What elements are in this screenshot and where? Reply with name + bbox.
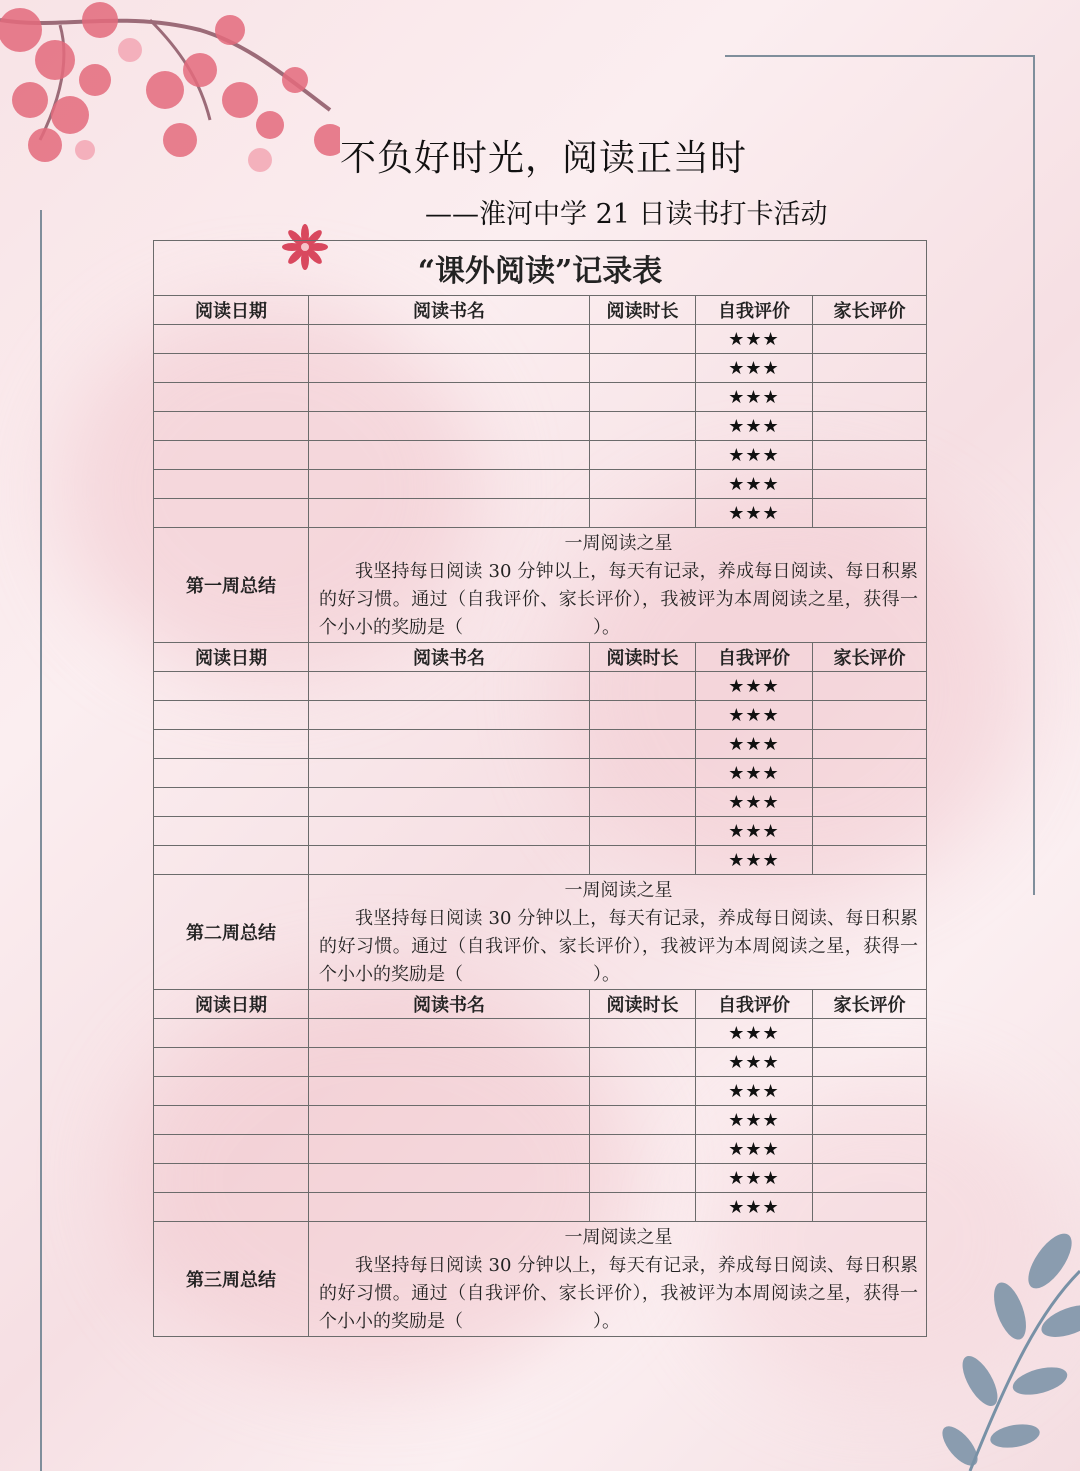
self-rating-cell[interactable]: ★★★ [696,1019,813,1048]
book-name-cell[interactable] [309,1193,590,1222]
header-date: 阅读日期 [154,990,309,1019]
week-summary-row [154,875,927,990]
date-cell[interactable] [154,354,309,383]
summary-title: 一周阅读之星 [564,533,673,554]
book-name-cell[interactable] [309,1077,590,1106]
summary-body: 我坚持每日阅读 30 分钟以上，每天有记录，养成每日阅读、每日积累的好习惯。通过（自我评价、家长评价），我被评为本周阅读之星，获得一个小小的奖励是（ [319,561,919,638]
table-row [154,470,927,499]
header-book-name: 阅读书名 [309,643,590,672]
date-cell[interactable] [154,470,309,499]
duration-cell[interactable] [590,672,696,701]
parent-rating-cell[interactable] [813,788,927,817]
book-name-cell[interactable] [309,1019,590,1048]
book-name-cell[interactable] [309,354,590,383]
header-parent-rating: 家长评价 [813,990,927,1019]
self-rating-cell[interactable]: ★★★ [696,701,813,730]
date-cell[interactable] [154,1135,309,1164]
week-summary-row [154,1222,927,1337]
self-rating-cell[interactable]: ★★★ [696,1135,813,1164]
summary-text [319,1252,918,1336]
header-parent-rating: 家长评价 [813,643,927,672]
book-name-cell[interactable] [309,383,590,412]
duration-cell[interactable] [590,1048,696,1077]
table-row [154,499,927,528]
date-cell[interactable] [154,759,309,788]
duration-cell[interactable] [590,846,696,875]
duration-cell[interactable] [590,412,696,441]
parent-rating-cell[interactable] [813,1019,927,1048]
summary-end: ）。 [593,617,620,638]
table-row [154,1019,927,1048]
blossom-branch-icon [0,0,340,190]
week-summary-text-cell [309,528,927,643]
table-row [154,1193,927,1222]
table-caption: “课外阅读”记录表 [154,241,927,296]
duration-cell[interactable] [590,817,696,846]
table-row [154,701,927,730]
date-cell[interactable] [154,1077,309,1106]
parent-rating-cell[interactable] [813,1193,927,1222]
self-rating-cell[interactable]: ★★★ [696,383,813,412]
parent-rating-cell[interactable] [813,441,927,470]
date-cell[interactable] [154,730,309,759]
parent-rating-cell[interactable] [813,325,927,354]
date-cell[interactable] [154,1164,309,1193]
duration-cell[interactable] [590,1077,696,1106]
table-header-row [154,990,927,1019]
self-rating-cell[interactable]: ★★★ [696,759,813,788]
table-row [154,383,927,412]
week-summary-text-cell [309,1222,927,1337]
table-row [154,817,927,846]
table-row [154,1077,927,1106]
date-cell[interactable] [154,499,309,528]
week-summary-label: 第三周总结 [154,1222,309,1337]
table-row [154,441,927,470]
parent-rating-cell[interactable] [813,817,927,846]
parent-rating-cell[interactable] [813,730,927,759]
parent-rating-cell[interactable] [813,846,927,875]
date-cell[interactable] [154,325,309,354]
page-subtitle: ——淮河中学 21 日读书打卡活动 [425,199,828,230]
parent-rating-cell[interactable] [813,672,927,701]
table-row [154,412,927,441]
parent-rating-cell[interactable] [813,1077,927,1106]
frame-left-line [40,210,42,1471]
self-rating-cell[interactable]: ★★★ [696,1193,813,1222]
summary-end: ）。 [593,1311,620,1332]
header-date: 阅读日期 [154,643,309,672]
parent-rating-cell[interactable] [813,470,927,499]
parent-rating-cell[interactable] [813,412,927,441]
summary-text [319,905,918,989]
summary-text [319,558,918,642]
duration-cell[interactable] [590,354,696,383]
week-summary-label: 第二周总结 [154,875,309,990]
week-summary-text-cell [309,875,927,990]
self-rating-cell[interactable]: ★★★ [696,730,813,759]
header-parent-rating: 家长评价 [813,296,927,325]
book-name-cell[interactable] [309,441,590,470]
self-rating-cell[interactable]: ★★★ [696,788,813,817]
duration-cell[interactable] [590,499,696,528]
header-date: 阅读日期 [154,296,309,325]
self-rating-cell[interactable]: ★★★ [696,846,813,875]
header-duration: 阅读时长 [590,296,696,325]
book-name-cell[interactable] [309,788,590,817]
self-rating-cell[interactable]: ★★★ [696,354,813,383]
table-row [154,846,927,875]
parent-rating-cell[interactable] [813,701,927,730]
date-cell[interactable] [154,672,309,701]
reading-record-table [153,240,927,1337]
book-name-cell[interactable] [309,846,590,875]
duration-cell[interactable] [590,470,696,499]
parent-rating-cell[interactable] [813,1164,927,1193]
frame-top-line [725,55,1035,57]
duration-cell[interactable] [590,701,696,730]
self-rating-cell[interactable]: ★★★ [696,1077,813,1106]
header-self-rating: 自我评价 [696,643,813,672]
duration-cell[interactable] [590,788,696,817]
self-rating-cell[interactable]: ★★★ [696,1048,813,1077]
duration-cell[interactable] [590,1135,696,1164]
book-name-cell[interactable] [309,1164,590,1193]
parent-rating-cell[interactable] [813,1135,927,1164]
table-header-row [154,296,927,325]
table-row [154,1048,927,1077]
table-row [154,1164,927,1193]
table-row [154,325,927,354]
header-duration: 阅读时长 [590,643,696,672]
header-book-name: 阅读书名 [309,296,590,325]
self-rating-cell[interactable]: ★★★ [696,499,813,528]
duration-cell[interactable] [590,383,696,412]
header-self-rating: 自我评价 [696,990,813,1019]
summary-body: 我坚持每日阅读 30 分钟以上，每天有记录，养成每日阅读、每日积累的好习惯。通过（自我评价、家长评价），我被评为本周阅读之星，获得一个小小的奖励是（ [319,908,919,985]
book-name-cell[interactable] [309,470,590,499]
parent-rating-cell[interactable] [813,1106,927,1135]
date-cell[interactable] [154,1106,309,1135]
date-cell[interactable] [154,701,309,730]
self-rating-cell[interactable]: ★★★ [696,672,813,701]
parent-rating-cell[interactable] [813,759,927,788]
frame-right-line [1033,55,1035,895]
duration-cell[interactable] [590,1106,696,1135]
book-name-cell[interactable] [309,1048,590,1077]
duration-cell[interactable] [590,759,696,788]
book-name-cell[interactable] [309,759,590,788]
table-row [154,759,927,788]
self-rating-cell[interactable]: ★★★ [696,325,813,354]
book-name-cell[interactable] [309,1135,590,1164]
date-cell[interactable] [154,817,309,846]
date-cell[interactable] [154,441,309,470]
table-row [154,1106,927,1135]
table-row [154,672,927,701]
week-summary-label: 第一周总结 [154,528,309,643]
date-cell[interactable] [154,412,309,441]
book-name-cell[interactable] [309,325,590,354]
duration-cell[interactable] [590,730,696,759]
table-row [154,354,927,383]
week-summary-row [154,528,927,643]
book-name-cell[interactable] [309,1106,590,1135]
book-name-cell[interactable] [309,817,590,846]
table-row [154,730,927,759]
self-rating-cell[interactable]: ★★★ [696,412,813,441]
duration-cell[interactable] [590,325,696,354]
self-rating-cell[interactable]: ★★★ [696,470,813,499]
self-rating-cell[interactable]: ★★★ [696,1164,813,1193]
table-row [154,1135,927,1164]
leaf-branch-icon [930,1231,1080,1471]
book-name-cell[interactable] [309,730,590,759]
summary-body: 我坚持每日阅读 30 分钟以上，每天有记录，养成每日阅读、每日积累的好习惯。通过（自我评价、家长评价），我被评为本周阅读之星，获得一个小小的奖励是（ [319,1255,919,1332]
self-rating-cell[interactable]: ★★★ [696,1106,813,1135]
duration-cell[interactable] [590,1019,696,1048]
header-self-rating: 自我评价 [696,296,813,325]
date-cell[interactable] [154,383,309,412]
book-name-cell[interactable] [309,499,590,528]
self-rating-cell[interactable]: ★★★ [696,441,813,470]
book-name-cell[interactable] [309,412,590,441]
duration-cell[interactable] [590,1164,696,1193]
table-row [154,788,927,817]
summary-title: 一周阅读之星 [564,880,673,901]
header-book-name: 阅读书名 [309,990,590,1019]
date-cell[interactable] [154,846,309,875]
parent-rating-cell[interactable] [813,1048,927,1077]
summary-title: 一周阅读之星 [564,1227,673,1248]
self-rating-cell[interactable]: ★★★ [696,817,813,846]
book-name-cell[interactable] [309,701,590,730]
date-cell[interactable] [154,1048,309,1077]
date-cell[interactable] [154,788,309,817]
date-cell[interactable] [154,1019,309,1048]
header-duration: 阅读时长 [590,990,696,1019]
summary-end: ）。 [593,964,620,985]
book-name-cell[interactable] [309,672,590,701]
table-header-row [154,643,927,672]
parent-rating-cell[interactable] [813,354,927,383]
date-cell[interactable] [154,1193,309,1222]
duration-cell[interactable] [590,1193,696,1222]
parent-rating-cell[interactable] [813,383,927,412]
page-title: 不负好时光，阅读正当时 [340,138,748,179]
duration-cell[interactable] [590,441,696,470]
parent-rating-cell[interactable] [813,499,927,528]
